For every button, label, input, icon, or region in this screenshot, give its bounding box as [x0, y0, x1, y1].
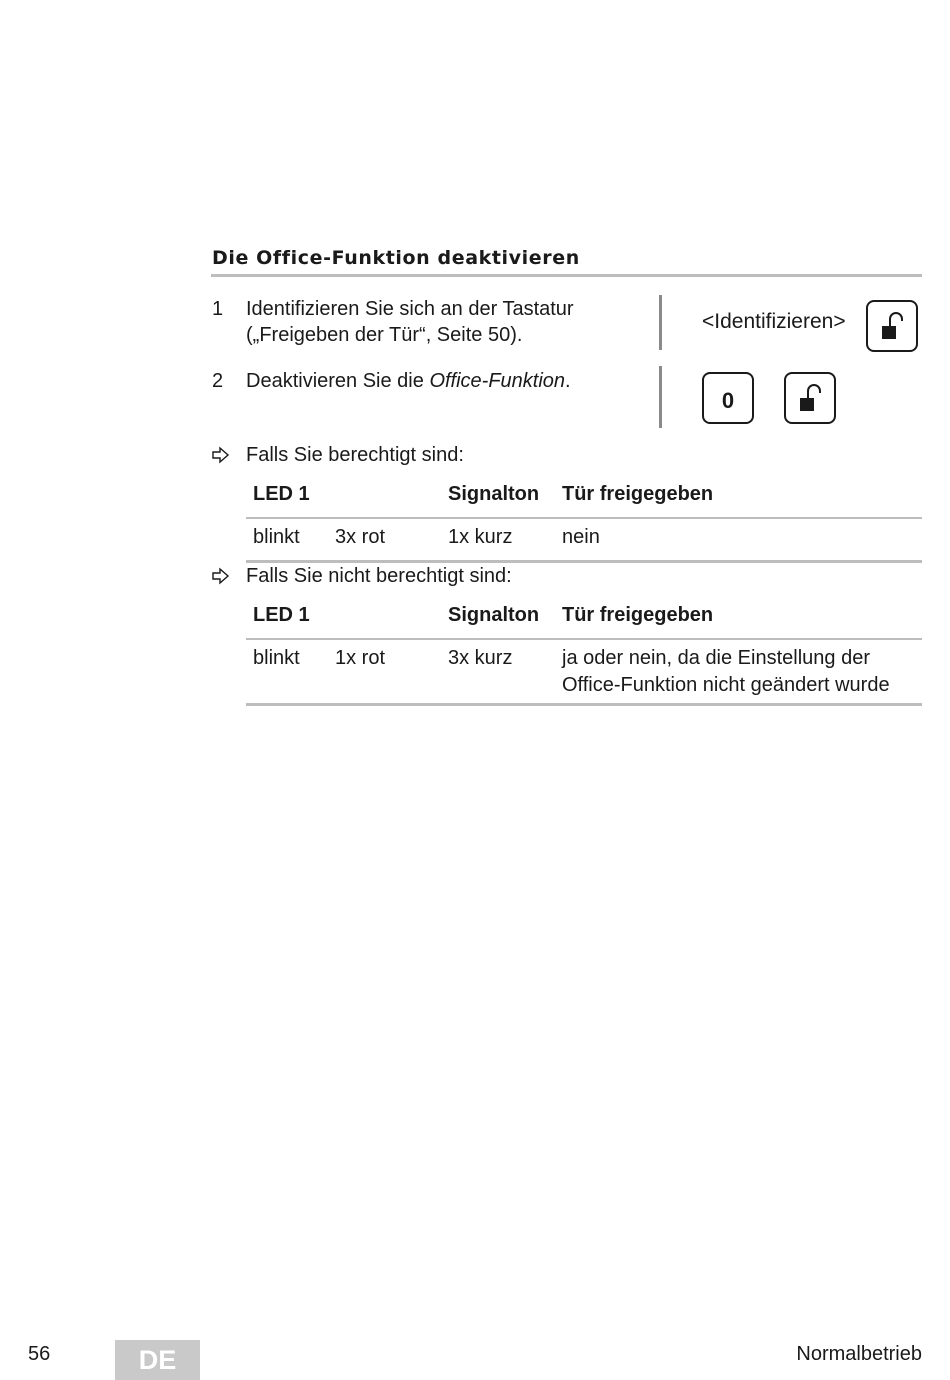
step-1-marker-bar	[659, 295, 662, 350]
cell-door-line: Office-Funktion nicht geändert wurde	[562, 674, 890, 696]
step-text-line: („Freigeben der Tür“, Seite 50).	[246, 324, 523, 346]
table-header	[246, 602, 922, 638]
step-2-marker-bar	[659, 366, 662, 428]
cell-color: 1x rot	[335, 647, 386, 669]
table-row	[246, 524, 922, 560]
result-intro-text: Falls Sie berechtigt sind:	[246, 444, 464, 466]
header-led: LED 1	[253, 604, 310, 626]
table-header	[246, 481, 922, 517]
header-door: Tür freigegeben	[562, 604, 714, 626]
cell-door-line: nein	[562, 526, 600, 548]
cell-signal: 3x kurz	[448, 647, 513, 669]
cell-color: 3x rot	[335, 526, 386, 548]
result-table	[246, 602, 922, 706]
identify-label: <Identifizieren>	[702, 310, 846, 333]
unlock-key[interactable]	[784, 372, 836, 424]
header-door: Tür freigegeben	[562, 483, 714, 505]
cell-door	[562, 524, 922, 551]
cell-led: blinkt	[253, 647, 300, 669]
bottom-rule	[246, 703, 922, 706]
header-rule	[246, 517, 922, 519]
section-title: Die Office-Funktion deaktivieren	[212, 247, 580, 269]
office-function-term: Office-Funktion	[429, 370, 566, 392]
step-text-line: Identifizieren Sie sich an der Tastatur	[246, 298, 574, 320]
title-divider	[211, 274, 922, 277]
step-text-part: Deaktivieren Sie die	[246, 370, 430, 392]
header-led: LED 1	[253, 483, 310, 505]
step-text-part: .	[565, 370, 571, 392]
zero-key[interactable]	[702, 372, 754, 424]
cell-signal: 1x kurz	[448, 526, 513, 548]
result-intro-text: Falls Sie nicht berechtigt sind:	[246, 565, 512, 587]
cell-door-line: ja oder nein, da die Einstellung der	[562, 647, 870, 669]
cell-led: blinkt	[253, 526, 300, 548]
page-number: 56	[28, 1343, 51, 1365]
header-signal: Signalton	[448, 483, 540, 505]
unlock-key-icon	[881, 311, 903, 341]
step-text	[246, 296, 646, 348]
zero-key-label: 0	[721, 388, 735, 413]
header-rule	[246, 638, 922, 640]
result-arrow-icon	[212, 442, 232, 475]
table-row	[246, 645, 922, 703]
header-signal: Signalton	[448, 604, 540, 626]
result-arrow-icon	[212, 563, 232, 596]
unlock-key[interactable]	[866, 300, 918, 352]
step-number: 2	[212, 370, 224, 392]
cell-door	[562, 645, 922, 699]
result-table	[246, 481, 922, 563]
language-badge: DE	[115, 1340, 200, 1380]
step-number: 1	[212, 298, 224, 320]
unlock-key-icon	[799, 383, 821, 413]
chapter-title: Normalbetrieb	[796, 1343, 922, 1365]
step-text	[246, 368, 646, 394]
